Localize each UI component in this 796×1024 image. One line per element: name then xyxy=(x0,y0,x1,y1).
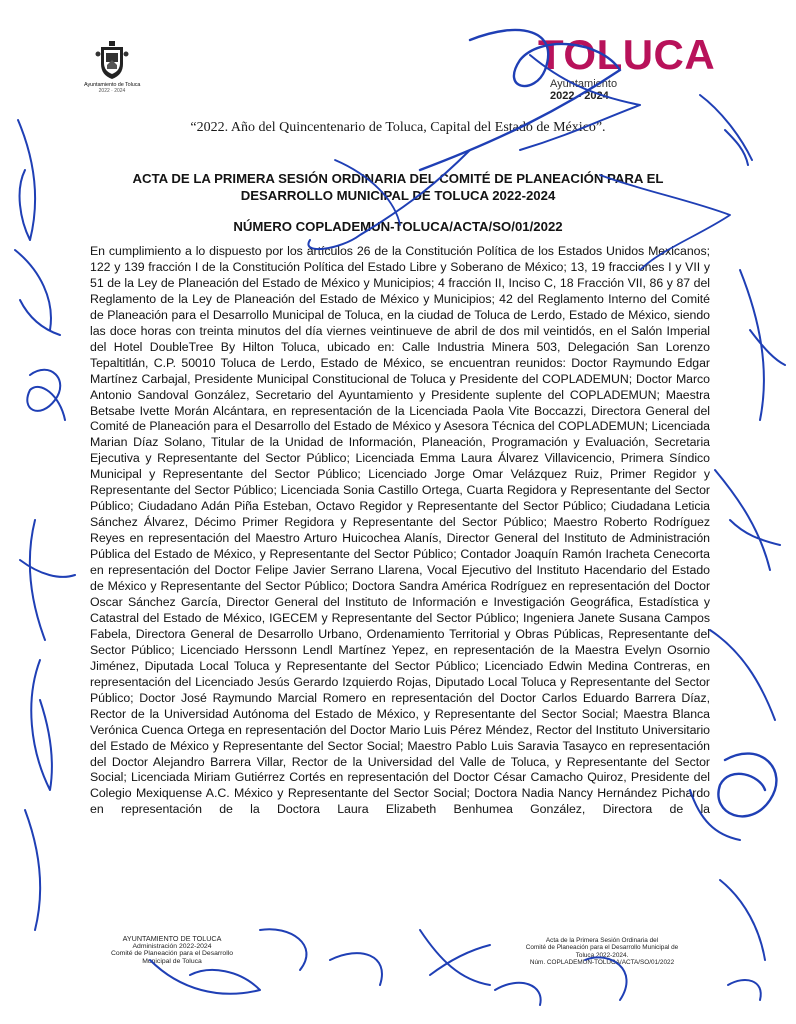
footer-right xyxy=(504,937,700,967)
signature-mark xyxy=(31,660,52,790)
toluca-logo-subtitle: Ayuntamiento xyxy=(550,78,618,90)
document-number: NÚMERO COPLADEMUN-TOLUCA/ACTA/SO/01/2022 xyxy=(233,219,563,234)
signature-mark xyxy=(420,930,490,985)
signature-mark xyxy=(260,929,306,970)
signature-mark xyxy=(27,370,65,420)
footer-left xyxy=(104,935,240,965)
toluca-logo-subtitle-block xyxy=(550,78,628,103)
seal-years: 2022 · 2024 xyxy=(98,88,126,94)
signature-mark xyxy=(15,250,60,335)
signature-mark xyxy=(710,630,775,720)
footer-right-line: Toluca 2022-2024. xyxy=(575,951,629,959)
signature-mark xyxy=(720,880,765,960)
header-seal xyxy=(84,40,140,94)
signature-mark xyxy=(718,754,776,817)
footer-left-line: Municipal de Toluca xyxy=(142,957,202,965)
footer-left-line: Administración 2022-2024 xyxy=(132,942,212,950)
signature-mark xyxy=(25,810,40,930)
toluca-logo-years: 2022 - 2024 xyxy=(550,90,609,102)
signature-mark xyxy=(495,983,541,1005)
document-body: En cumplimiento a lo dispuesto por los artículos 26 de la Constitución Política de los Estados Unidos Mexicanos; 122 y 139 fracción I de la Constitución Política del Estado Libre y Soberano de México; 13, 19 fracciones I y VII y 51 de la Ley de Planeación del Estado de México y Municipios; 4 fracción II, Inciso C, 18 Fracción VII, 86 y 87 del Reglamento de la Ley de Planeación del Estado de México y Municipios; 42 del Reglamento Interno del Comité de Planeación para el Desarrollo Municipal de Toluca, en la ciudad de Toluca de Lerdo, Estado de México, siendo las doce horas con treinta minutos del día viernes veintinueve de abril de dos mil veintidós, en el Salón Imperial del Hotel DoubleTree By Hilton Toluca, ubicado en: Calle Industria Minera 503, Delegación San Lorenzo Tepaltitlán, C.P. 50010 Toluca de Lerdo, Estado de México, se encuentran reunidos: Doctor Raymundo Edgar Martínez Carbajal, Presidente Municipal Constitucional de Toluca y Presidente del COPLADEMUN; Doctor Marco Antonio Sandoval González, Secretario del Ayuntamiento y Presidente suplente del COPLADEMUN; Maestra Betsabe Ivette Morán Alcántara, en representación de la Licenciada Paola Vite Boccazzi, Directora General del Comité de Planeación para el Desarrollo del Estado de México y Asesora Técnica del COPLADEMUN; Licenciada Marian Díaz Solano, Titular de la Unidad de Información, Planeación, Programación y Evaluación, Secretaria Ejecutiva y Representante del Sector Público; Licenciada Emma Laura Álvarez Villavicencio, Primera Síndico Municipal y Representante del Sector Público; Licenciado Jorge Omar Velázquez Ruiz, Primer Regidor y Representante del Sector Público; Licenciada Sonia Castillo Ortega, Cuarta Regidora y Representante del Sector Público; Ciudadano Adán Piña Esteban, Octavo Regidor y Representante del Sector Público; Ciudadana Leticia Sánchez Álvarez, Décimo Primer Regidora y Representante del Sector Público; Maestro Roberto Rodríguez Reyes en representación del Maestro Arturo Huicochea Alanís, Director General del Instituto de Administración Pública del Estado de México, y Representante del Sector Público; Contador Joaquín Ramón Iracheta Cenecorta en representación del Doctor Felipe Javier Serrano Llarena, Vocal Ejecutivo del Instituto Hacendario del Estado de México y Representante del Sector Público; Doctora Sandra América Rodríguez en representación del Doctor Oscar Sánchez García, Director General del Instituto de Información e Investigación Geográfica, Estadística y Catastral del Estado de México, IGECEM y Representante del Sector Público; Ingeniera Janete Susana Campos Fabela, Directora General de Desarrollo Urbano, Ordenamiento Territorial y Obras Públicas, Representante del Sector Público; Licenciado Herssonn Lendl Martínez Yepez, en representación de la Maestra Evelyn Osornio Jiménez, Diputada Local Toluca y Representante del Sector Público; Licenciado Edwin Medina Contreras, en representación del Licenciado Jesús Gerardo Izquierdo Rojas, Diputado Local Toluca y Representante del Sector Público; Doctor José Raymundo Marcial Romero en representación del Doctor Carlos Eduardo Barrera Díaz, Rector de la Universidad Autónoma del Estado de México, y Representante del Sector Social; Maestra Blanca Verónica Cuenca Ortega en representación del Doctor Mario Luis Pérez Méndez, Rector del Instituto Universitario del Estado de México y Representante del Sector Social; Maestro Pablo Luis Saravia Tasayco en representación del Doctor Alejandro Barrera Villar, Rector de la Universidad del Valle de Toluca, y Representante del Sector Social; Licenciada Miriam Gutiérrez Cortés en representación del Doctor César Camacho Quiroz, Presidente del Colegio Mexiquense A.C. México y Representante del Sector Social; Doctora Nadia Nancy Hernández Pichardo en representación de la Doctora Laura Elizabeth Benhumea González, Directora de la xyxy=(90,244,710,817)
signature-mark xyxy=(715,470,780,570)
signature-mark xyxy=(18,120,35,240)
commemorative-motto: “2022. Año del Quincentenario de Toluca, Capital del Estado de México”. xyxy=(190,120,606,135)
footer-right-line: Acta de la Primera Sesión Ordinaria del xyxy=(545,937,659,944)
footer-right-line: Comité de Planeación para el Desarrollo Municipal de xyxy=(525,944,679,952)
signature-mark xyxy=(20,520,75,640)
toluca-logo xyxy=(538,31,728,102)
document-title: ACTA DE LA PRIMERA SESIÓN ORDINARIA DEL COMITÉ DE PLANEACIÓN PARA EL DESARROLLO MUNICIPAL DE TOLUCA 2022-2024 xyxy=(132,171,664,203)
signature-mark xyxy=(728,980,761,1000)
footer-left-line: Comité de Planeación para el Desarrollo xyxy=(110,950,234,958)
footer-right-line: Núm. COPLADEMUN-TOLUCA/ACTA/SO/01/2022 xyxy=(529,959,675,967)
seal-name: Ayuntamiento de Toluca xyxy=(84,82,141,88)
municipal-coat-of-arms-icon xyxy=(95,40,129,80)
toluca-logo-word: TOLUCA xyxy=(538,31,716,78)
footer-left-line: AYUNTAMIENTO DE TOLUCA xyxy=(122,934,222,943)
signature-mark xyxy=(330,953,382,985)
signature-mark xyxy=(740,270,785,420)
